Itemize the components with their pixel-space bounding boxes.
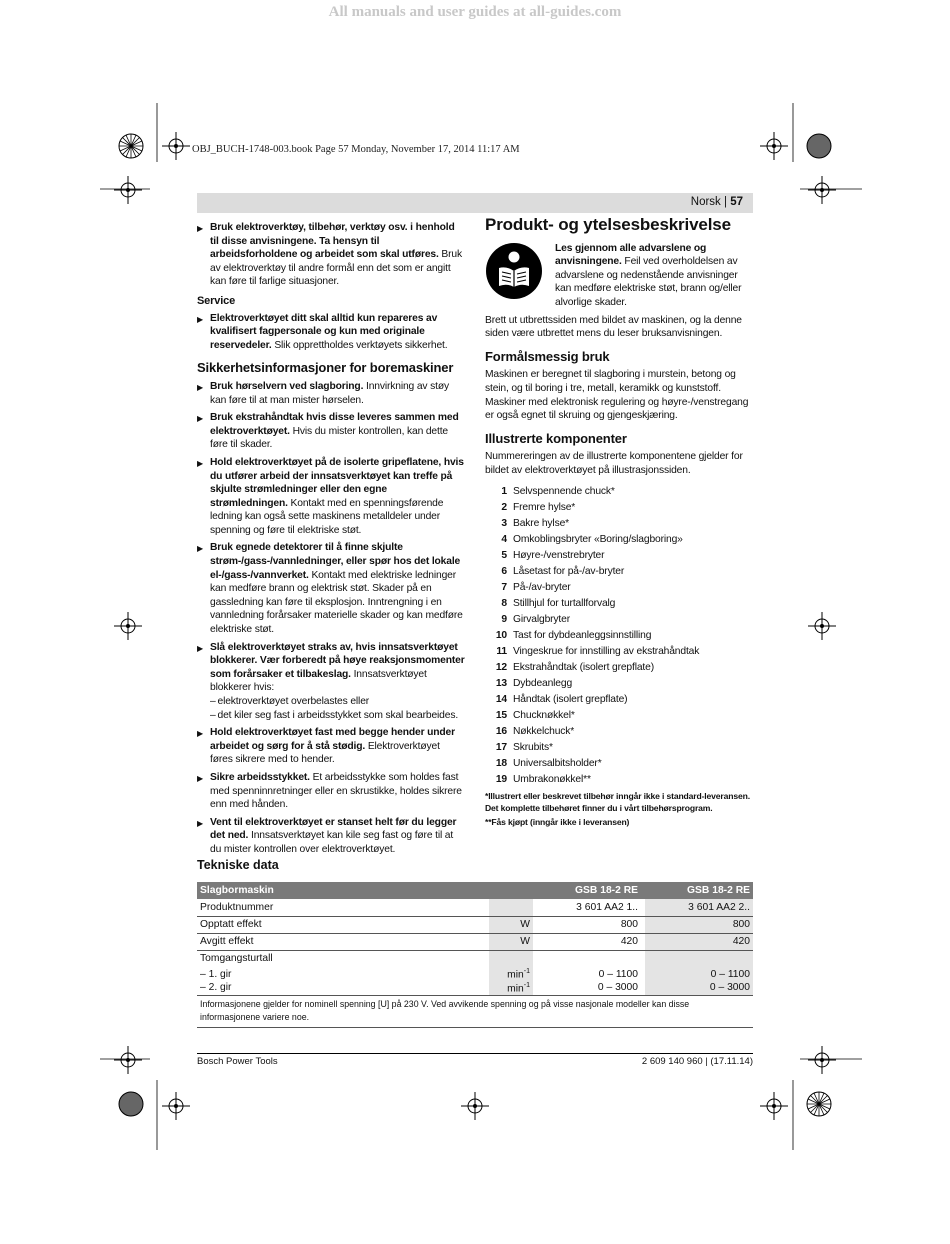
row-label: – 2. gir	[197, 981, 489, 995]
row-value-2: 420	[645, 933, 753, 950]
component-number: 7	[501, 581, 507, 593]
purpose-text: Maskinen er beregnet til slagboring i murstein, betong og stein, og til boring i tre, metall, keramikk og kunststoff. Maskiner med elektronisk regulering og høyre-/venstregang er også egnet til skruing og gjengeskjæring.	[485, 369, 749, 422]
bullet-bold: Hold elektroverktøyet fast med begge hender under arbeidet og sørg for å stå stødig.	[210, 727, 455, 752]
bullet-item	[197, 312, 465, 353]
component-number: 14	[495, 693, 507, 705]
row-value-1: 0 – 3000	[533, 981, 641, 995]
component-item	[485, 580, 753, 596]
unit-text: min	[507, 982, 524, 994]
bullet-item	[197, 641, 465, 723]
components-intro: Nummereringen av de illustrerte komponentene gjelder for bildet av elektroverktøyet på illustrasjonssiden.	[485, 451, 743, 476]
header-separator: |	[720, 196, 731, 208]
component-number: 1	[501, 485, 507, 497]
bullet-item	[197, 456, 465, 538]
page-number: 57	[730, 196, 743, 208]
component-number: 4	[501, 533, 507, 545]
component-label: På-/av-bryter	[513, 581, 571, 593]
unit-text: min	[507, 969, 524, 981]
bullet-bold: Vent til elektroverktøyet er stanset helt før du legger det ned.	[210, 816, 457, 842]
component-number: 15	[495, 709, 507, 721]
component-item	[485, 660, 753, 676]
bullet-bold: Hold elektroverktøyet på de isolerte gripeflatene, hvis du utfører arbeid der innsatsverktøyet kan treffe på skjulte strømledninger eller den egne strømledningen.	[210, 456, 464, 509]
component-number: 17	[495, 741, 507, 753]
components-list	[485, 484, 753, 788]
bullet-item	[197, 771, 465, 812]
bullet-bold: Bruk ekstrahåndtak hvis disse leveres sammen med elektroverktøyet.	[210, 412, 459, 437]
bullet-bold: Bruk elektroverktøy, tilbehør, verktøy osv. i henhold til disse anvisningene. Ta hensyn til arbeidsforholdene og arbeidet som skal utføres.	[210, 222, 455, 261]
row-unit: W	[489, 933, 533, 950]
component-number: 3	[501, 517, 507, 529]
bullet-bold: Elektroverktøyet ditt skal alltid kun repareres av kvalifisert fagpersonale og kun med originale reservedeler.	[210, 312, 438, 351]
component-item	[485, 772, 753, 788]
read-manual-icon	[485, 242, 543, 300]
bullet-item	[197, 221, 465, 289]
row-value-1: 0 – 1100	[598, 968, 638, 980]
table-row	[197, 899, 753, 916]
table-row	[197, 933, 753, 950]
safety-heading: Sikkerhetsinformasjoner for boremaskiner	[197, 360, 454, 376]
row-unit	[489, 981, 533, 995]
component-label: Omkoblingsbryter «Boring/slagboring»	[513, 533, 683, 545]
page-header-bar	[197, 193, 753, 213]
service-heading: Service	[197, 294, 236, 307]
component-number: 5	[501, 549, 507, 561]
bullet-text: Innsatsverktøyet kan kile seg fast og føre til at du mister kontrollen over elektroverktøyet.	[210, 830, 454, 855]
fold-out-text: Brett ut utbrettssiden med bildet av maskinen, og la denne siden være utbrettet mens du leser bruksanvisningen.	[485, 314, 742, 340]
component-item	[485, 644, 753, 660]
row-label: Tomgangsturtall	[200, 953, 273, 965]
watermark: All manuals and user guides at all-guides.com	[328, 4, 622, 20]
component-number: 13	[495, 677, 507, 689]
component-label: Låsetast for på-/av-bryter	[513, 565, 625, 577]
row-label: Opptatt effekt	[197, 916, 489, 933]
table-row	[197, 950, 753, 967]
bullet-item	[197, 380, 465, 407]
table-header-label: Slagbormaskin	[197, 882, 489, 899]
bullet-text: Elektroverktøyet føres sikrere med to hender.	[210, 740, 440, 766]
row-value-2	[645, 950, 753, 967]
bullet-item	[197, 541, 465, 636]
component-item	[485, 532, 753, 548]
component-label: Chucknøkkel*	[513, 709, 575, 721]
components-heading: Illustrerte komponenter	[485, 430, 627, 446]
row-value-1: 420	[533, 933, 641, 950]
component-item	[485, 500, 753, 516]
page-header	[691, 196, 743, 208]
row-unit	[489, 967, 533, 981]
bullet-bold: Bruk hørselvern ved slagboring.	[210, 380, 364, 392]
component-item	[485, 692, 753, 708]
row-unit	[489, 950, 533, 967]
component-label: Håndtak (isolert grepflate)	[513, 693, 628, 705]
component-item	[485, 484, 753, 500]
unit-exponent: -1	[523, 967, 530, 975]
bullet-bold: Slå elektroverktøyet straks av, hvis innsatsverktøyet blokkerer. Vær forberedt på høye reaksjonsmomenter som forårsaker et tilbakeslag.	[210, 641, 465, 680]
warning-body: Feil ved overholdelsen av advarslene og nedenstående anvisninger kan medføre elektriske støt, brann og/eller alvorlige skader.	[555, 256, 742, 308]
component-label: Fremre hylse*	[513, 501, 576, 513]
footer-left: Bosch Power Tools	[197, 1056, 278, 1067]
page-footer	[197, 1053, 753, 1067]
component-item	[485, 724, 753, 740]
bullet-bold: Bruk egnede detektorer til å finne skjulte strøm-/gass-/vannledninger, eller spør hos det lokale el-/gass-/vannverket.	[210, 542, 461, 581]
component-number: 9	[501, 613, 507, 625]
section-title: Produkt- og ytelsesbeskrivelse	[485, 215, 731, 234]
bullet-bold: Sikre arbeidsstykket.	[210, 771, 310, 783]
bullet-text: Innvirkning av støy kan føre til at man mister hørselen.	[210, 380, 449, 406]
component-item	[485, 756, 753, 772]
row-label: Produktnummer	[197, 899, 489, 916]
row-value-2: 800	[645, 916, 753, 933]
component-item	[485, 516, 753, 532]
row-value-2: 0 – 1100	[645, 967, 753, 981]
bullet-text: Bruk av elektroverktøy til andre formål enn det som er angitt kan føre til farlige situasjoner.	[210, 249, 462, 288]
component-item	[485, 628, 753, 644]
component-label: Skrubits*	[513, 741, 553, 753]
book-info-line: OBJ_BUCH-1748-003.book Page 57 Monday, November 17, 2014 11:17 AM	[192, 144, 520, 155]
component-item	[485, 548, 753, 564]
table-row	[197, 916, 753, 933]
component-label: Bakre hylse*	[513, 517, 570, 529]
row-label: – 1. gir	[200, 968, 232, 980]
table-row	[197, 967, 753, 981]
component-number: 6	[501, 565, 507, 577]
component-label: Universalbitsholder*	[513, 757, 602, 769]
warning-bold: Les gjennom alle advarslene og anvisningene.	[555, 242, 707, 268]
component-number: 8	[501, 597, 507, 609]
bullet-text: Slik opprettholdes verktøyets sikkerhet.	[271, 339, 448, 351]
component-label: Tast for dybdeanleggsinnstilling	[513, 629, 652, 641]
table-header-model-1: GSB 18-2 RE	[533, 882, 641, 899]
component-number: 16	[495, 725, 507, 737]
right-column	[485, 215, 753, 828]
component-number: 10	[495, 629, 507, 641]
table-header-row	[197, 882, 753, 899]
warning-text	[555, 242, 753, 310]
table-note: Informasjonene gjelder for nominell spenning [U] på 230 V. Ved avvikende spenning og på visse nasjonale modeller kan disse informasjonene variere noe.	[197, 995, 753, 1027]
table-header-unit	[489, 882, 533, 899]
tech-data-table	[197, 882, 753, 1028]
component-label: Selvspennende chuck*	[513, 485, 615, 497]
component-label: Girvalgbryter	[513, 613, 570, 625]
table-row	[197, 981, 753, 995]
purpose-heading: Formålsmessig bruk	[485, 348, 610, 364]
unit-exponent: -1	[523, 981, 530, 989]
bullet-item	[197, 411, 465, 452]
component-label: Ekstrahåndtak (isolert grepflate)	[513, 661, 654, 673]
component-number: 2	[501, 501, 507, 513]
component-item	[485, 676, 753, 692]
component-number: 11	[496, 645, 507, 657]
footnote-accessory: *Illustrert eller beskrevet tilbehør inngår ikke i standard-leveransen. Det komplette tilbehøret finner du i vårt tilbehørsprogram.	[485, 790, 750, 813]
row-value-1	[533, 950, 641, 967]
table-header-model-2: GSB 18-2 RE	[645, 882, 753, 899]
bullet-item	[197, 816, 465, 857]
footnote-purchase: **Fås kjøpt (inngår ikke i leveransen)	[485, 816, 630, 827]
component-label: Høyre-/venstrebryter	[513, 549, 605, 561]
component-item	[485, 564, 753, 580]
component-label: Vingeskrue for innstilling av ekstrahåndtak	[513, 645, 700, 657]
bullet-text: Kontakt med elektriske ledninger kan medføre brann og elektrisk støt. Skader på en gassledning kan føre til eksplosjon. Inntrengning i en vannledning forårsaker materielle skader og kan medføre elektriske støt.	[210, 569, 463, 636]
component-item	[485, 612, 753, 628]
component-label: Umbrakonøkkel**	[513, 773, 591, 785]
warning-box	[485, 242, 753, 310]
footer-right: 2 609 140 960 | (17.11.14)	[641, 1056, 753, 1067]
table-note-row	[197, 995, 753, 1027]
component-label: Stillhjul for turtallforvalg	[513, 597, 616, 609]
dash-item: – elektroverktøyet overbelastes eller	[210, 696, 370, 707]
bullet-text: Hvis du mister kontrollen, kan dette føre til skader.	[210, 425, 449, 451]
header-language: Norsk	[690, 196, 721, 208]
bullet-text: Et arbeidsstykke som holdes fast med spenninnretninger eller en skrustikke, holdes sikrere enn med hånden.	[210, 771, 462, 811]
row-value-1: 800	[533, 916, 641, 933]
component-label: Dybdeanlegg	[513, 677, 573, 689]
bullet-item	[197, 726, 465, 767]
component-label: Nøkkelchuck*	[513, 725, 575, 737]
bullet-text: Innsatsverktøyet blokkerer hvis:	[210, 668, 427, 694]
component-number: 12	[495, 661, 507, 673]
component-number: 19	[495, 773, 507, 785]
dash-item: – det kiler seg fast i arbeidsstykket som skal bearbeides.	[210, 709, 459, 721]
row-unit	[489, 899, 533, 916]
component-item	[485, 708, 753, 724]
bullet-text: Kontakt med en spenningsførende ledning kan også sette maskinens metalldeler under spenning og føre til elektriske støt.	[210, 497, 444, 536]
row-unit: W	[489, 916, 533, 933]
row-value-2: 0 – 3000	[645, 981, 753, 995]
component-item	[485, 596, 753, 612]
component-item	[485, 740, 753, 756]
row-value-1: 3 601 AA2 1..	[533, 899, 641, 916]
row-label: Avgitt effekt	[197, 933, 489, 950]
tech-data-heading: Tekniske data	[197, 858, 279, 872]
component-number: 18	[495, 757, 507, 769]
left-column	[197, 221, 465, 861]
row-value-2: 3 601 AA2 2..	[645, 899, 753, 916]
